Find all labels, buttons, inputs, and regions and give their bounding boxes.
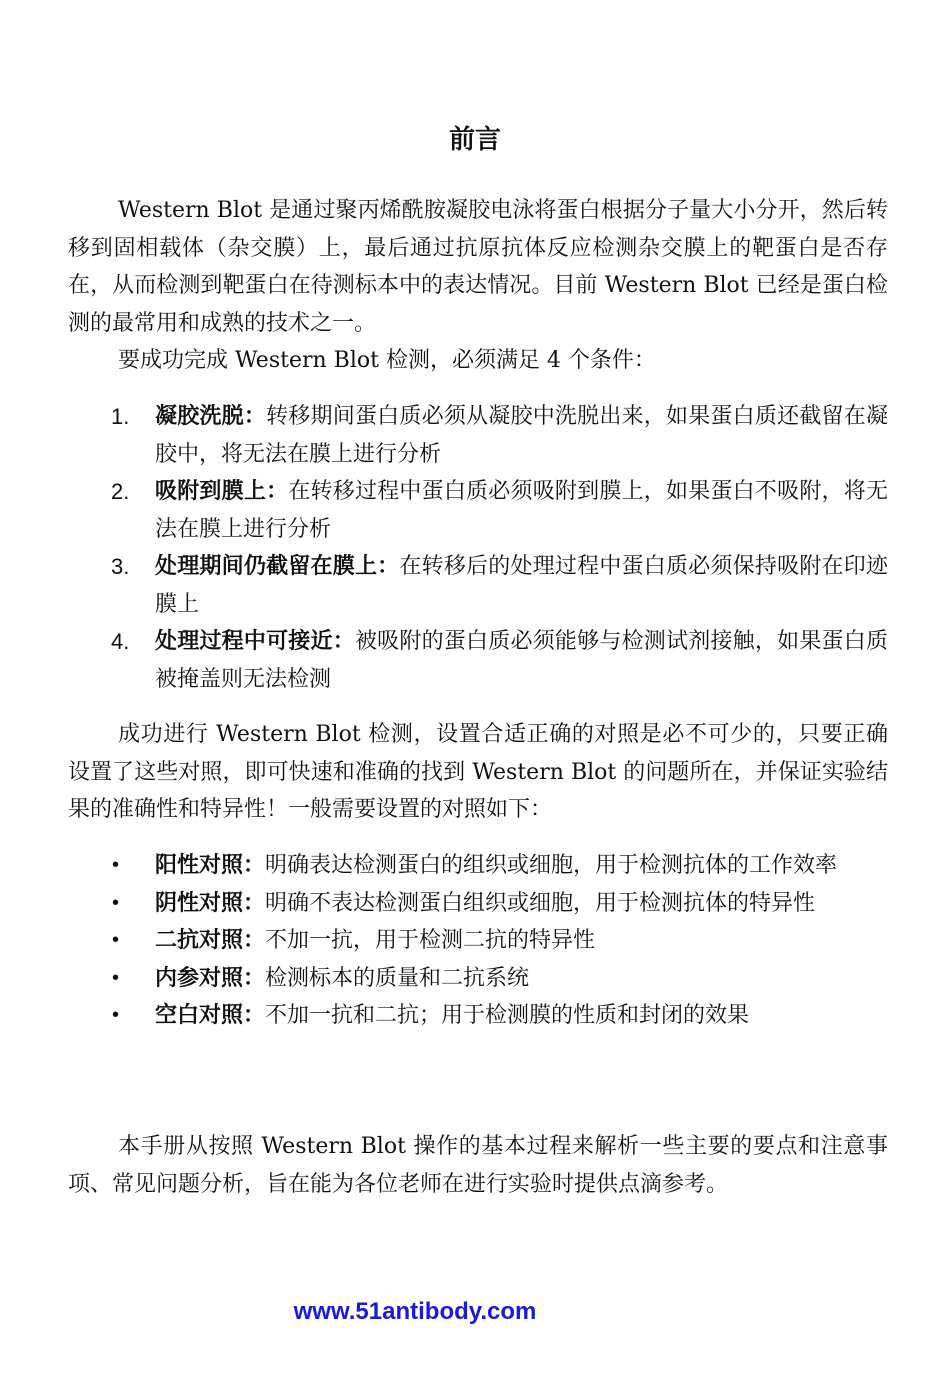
list-item-term: 吸附到膜上： [155, 479, 289, 504]
list-item-term: 处理期间仍截留在膜上： [155, 554, 400, 579]
list-item [68, 885, 888, 923]
intro-paragraph: Western Blot 是通过聚丙烯酰胺凝胶电泳将蛋白根据分子量大小分开，然后转移到固相载体（杂交膜）上，最后通过抗原抗体反应检测杂交膜上的靶蛋白是否存在，从而检测到靶蛋白在待测标本中的表达情况。目前 Western Blot 已经是蛋白检测的最常用和成熟的技术之一。 [68, 198, 888, 336]
list-item-term: 阴性对照： [155, 890, 266, 916]
list-item [68, 473, 888, 548]
list-item-term: 阳性对照： [155, 853, 266, 878]
list-item-term: 空白对照： [155, 1003, 266, 1028]
list-item-text: 被吸附的蛋白质必须能够与检测试剂接触，如果蛋白质被掩盖则无法检测 [155, 629, 888, 692]
list-item [68, 548, 888, 623]
list-item-term: 凝胶洗脱： [155, 404, 267, 429]
list-item [68, 997, 888, 1035]
bullet-icon: • [112, 891, 120, 914]
list-item-text: 不加一抗和二抗；用于检测膜的性质和封闭的效果 [265, 1003, 750, 1028]
list-item-text: 检测标本的质量和二抗系统 [265, 965, 530, 991]
list-item-term: 处理过程中可接近： [155, 629, 355, 654]
controls-list [68, 847, 888, 1035]
list-item [68, 623, 888, 698]
conditions-lead-paragraph: 要成功完成 Western Blot 检测，必须满足 4 个条件： [118, 348, 656, 373]
list-item-text: 不加一抗，用于检测二抗的特异性 [265, 928, 596, 953]
list-number: 2. [111, 479, 130, 504]
list-item-term: 内参对照： [155, 965, 266, 991]
closing-paragraph: 本手册从按照 Western Blot 操作的基本过程来解析一些主要的要点和注意事项、常见问题分析，旨在能为各位老师在进行实验时提供点滴参考。 [68, 1134, 888, 1197]
list-item [68, 847, 888, 885]
list-item [68, 398, 888, 473]
footer-website-link[interactable]: www.51antibody.com [293, 1298, 537, 1325]
controls-intro-paragraph: 成功进行 Western Blot 检测，设置合适正确的对照是必不可少的，只要正确设置了这些对照，即可快速和准确的找到 Western Blot 的问题所在，并保证实验结果的准确性和特异性！一般需要设置的对照如下： [68, 722, 888, 822]
list-item-text: 明确不表达检测蛋白组织或细胞，用于检测抗体的特异性 [265, 890, 816, 916]
list-item [68, 960, 888, 998]
conditions-list [68, 398, 888, 698]
list-item-text: 在转移过程中蛋白质必须吸附到膜上，如果蛋白不吸附，将无法在膜上进行分析 [155, 479, 888, 542]
page-title: 前言 [448, 125, 501, 155]
list-number: 1. [111, 404, 130, 429]
list-item-text: 明确表达检测蛋白的组织或细胞，用于检测抗体的工作效率 [265, 853, 838, 878]
list-item-text: 在转移后的处理过程中蛋白质必须保持吸附在印迹膜上 [155, 554, 888, 617]
bullet-icon: • [112, 1004, 120, 1026]
list-item-text: 转移期间蛋白质必须从凝胶中洗脱出来，如果蛋白质还截留在凝胶中，将无法在膜上进行分析 [155, 404, 888, 467]
bullet-icon: • [112, 854, 120, 876]
list-item [68, 922, 888, 960]
list-number: 4. [111, 629, 130, 654]
list-number: 3. [111, 554, 130, 579]
bullet-icon: • [112, 966, 120, 989]
list-item-term: 二抗对照： [155, 928, 266, 953]
bullet-icon: • [112, 929, 120, 951]
